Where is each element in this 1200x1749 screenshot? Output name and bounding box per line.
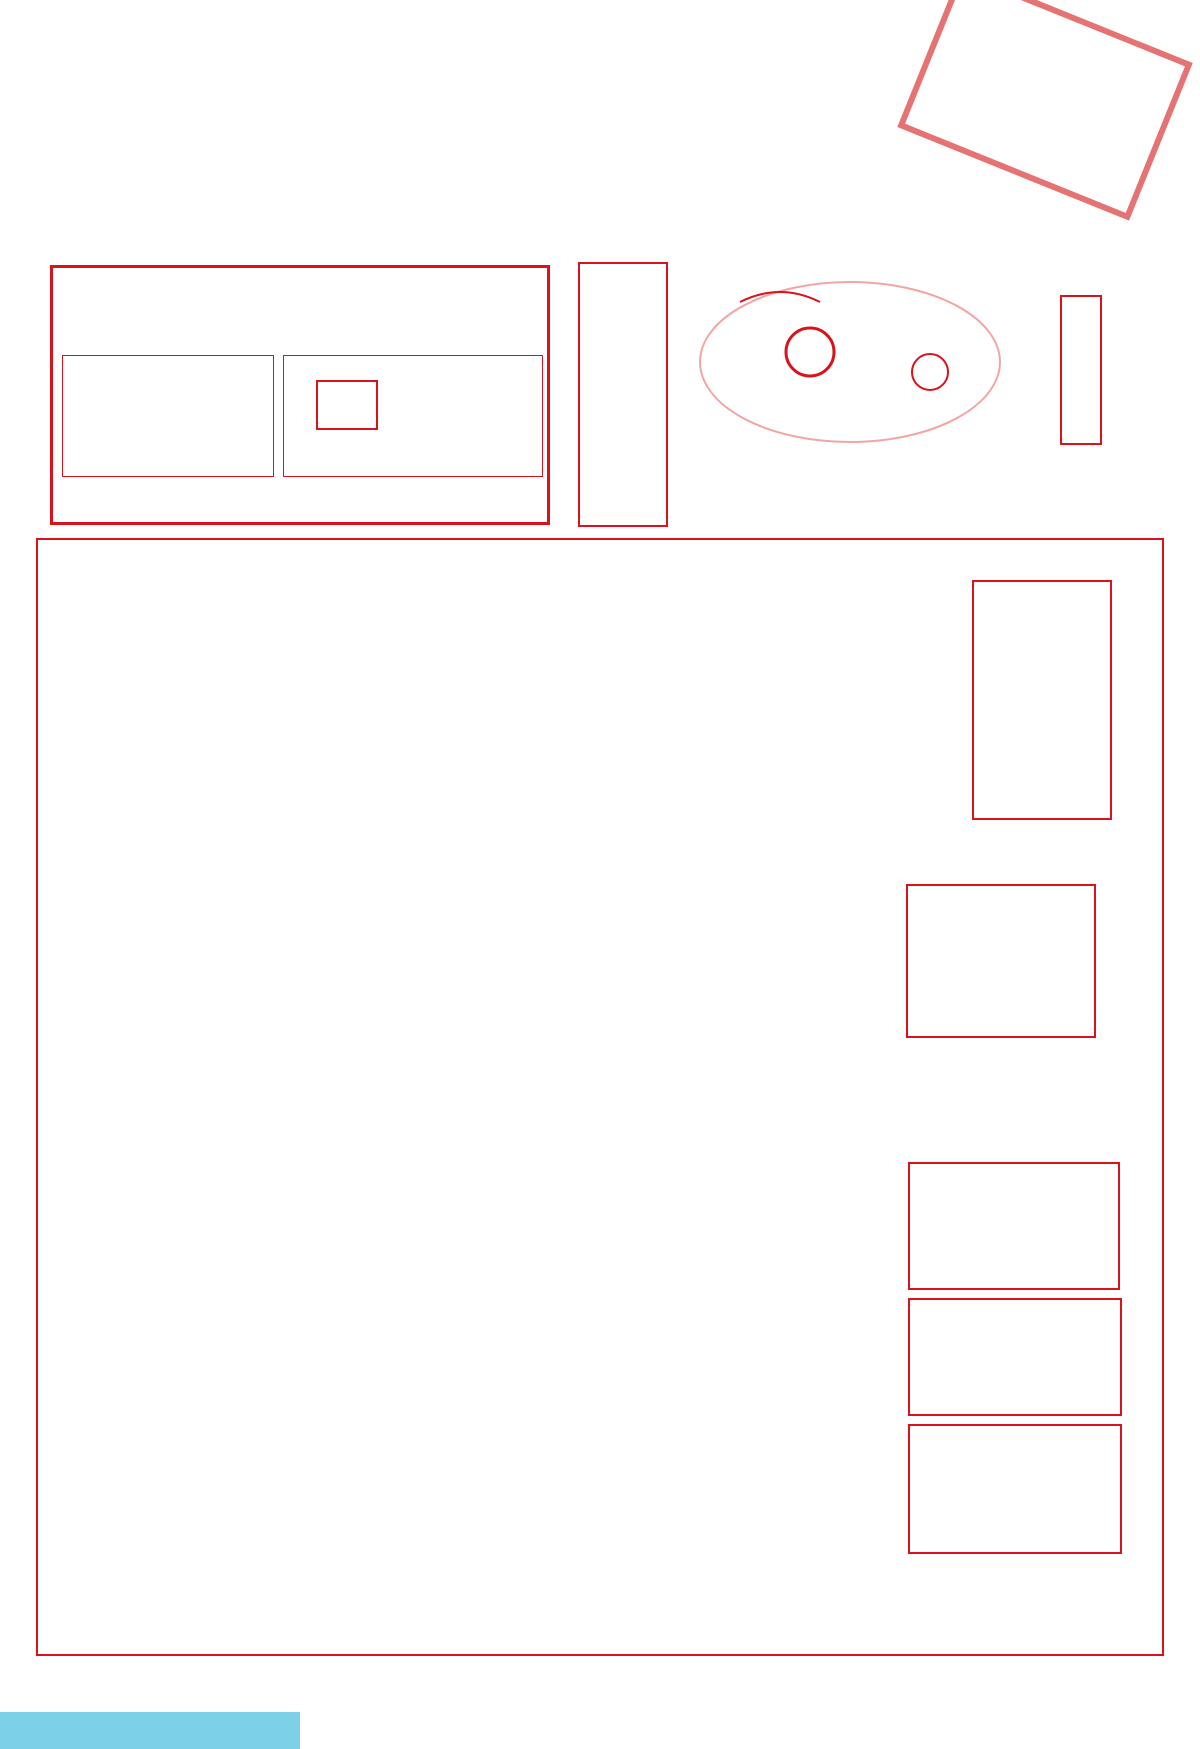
heaven-box — [62, 355, 274, 477]
verse-box — [908, 1162, 1120, 1290]
site-logo[interactable] — [0, 1712, 300, 1749]
ghost-box — [908, 1298, 1122, 1416]
poem-box — [972, 580, 1112, 820]
cut-character — [316, 380, 378, 430]
empty-box — [908, 1424, 1122, 1554]
acrostic-box — [578, 262, 668, 527]
cartoon-illustration — [680, 262, 1020, 462]
official-stamp — [897, 0, 1192, 221]
right-hint-box — [1060, 295, 1102, 445]
dream-box — [906, 884, 1096, 1038]
star-divider — [48, 222, 1158, 250]
